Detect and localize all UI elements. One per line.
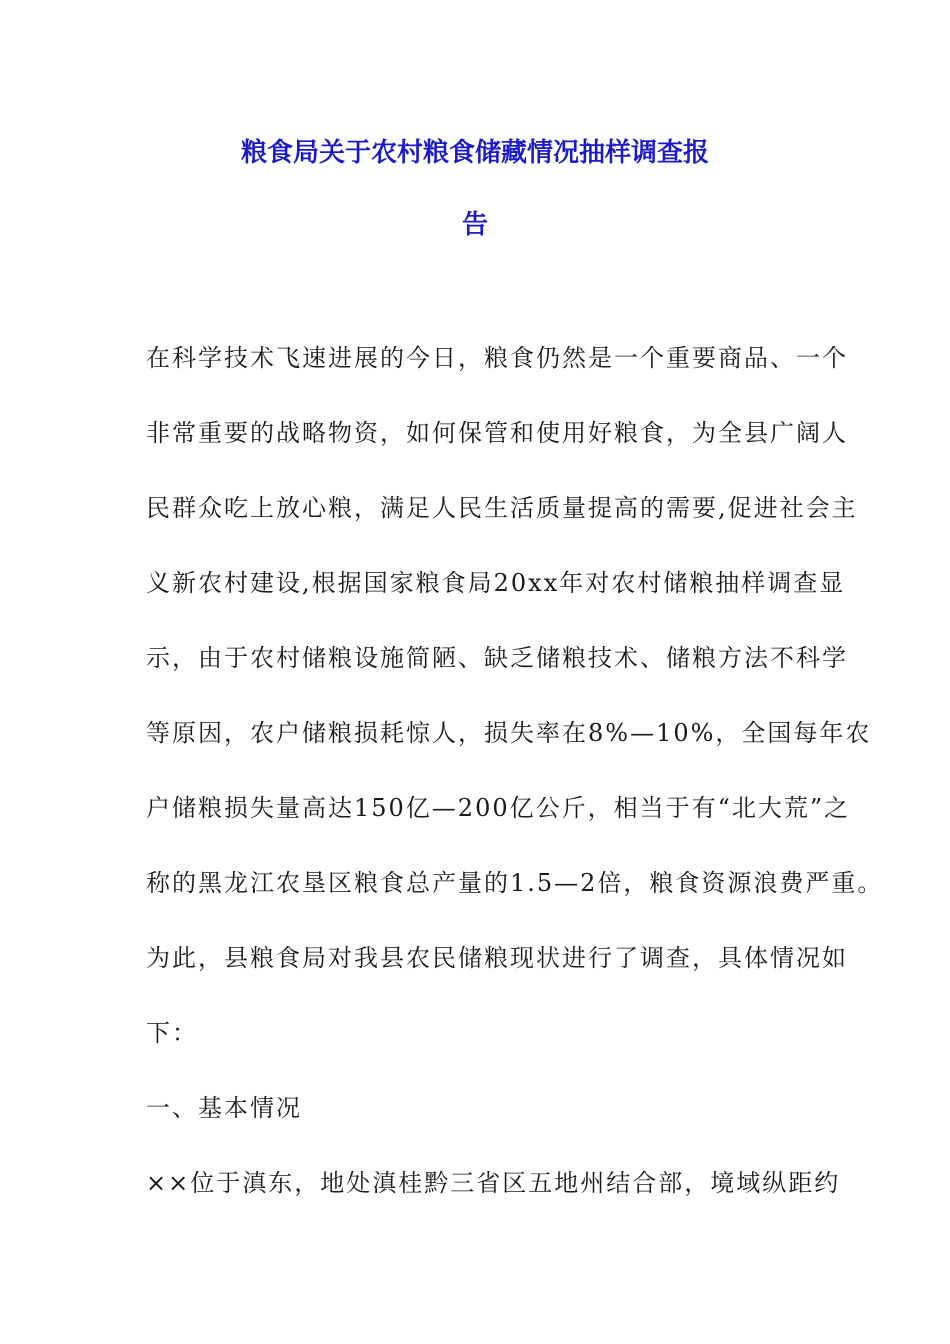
body-line-9: 为此，县粮食局对我县农民储粮现状进行了调查，具体情况如 — [146, 944, 848, 972]
body-line-3: 民群众吃上放心粮，满足人民生活质量提高的需要,促进社会主 — [146, 494, 858, 522]
body-line-8: 称的黑龙江农垦区粮食总产量的1.5—2倍，粮食资源浪费严重。 — [146, 869, 884, 897]
body-line-10: 下： — [146, 1019, 198, 1047]
body-line-5: 示，由于农村储粮设施简陋、缺乏储粮技术、储粮方法不科学 — [146, 644, 848, 672]
body-line-4: 义新农村建设,根据国家粮食局20xx年对农村储粮抽样调查显 — [146, 569, 846, 597]
document-title-line-1: 粮食局关于农村粮食储藏情况抽样调查报 — [240, 138, 709, 168]
body-line-12: ××位于滇东，地处滇桂黔三省区五地州结合部，境域纵距约 — [146, 1169, 841, 1197]
body-line-6: 等原因，农户储粮损耗惊人，损失率在8%—10%，全国每年农 — [146, 719, 872, 747]
body-line-1: 在科学技术飞速进展的今日，粮食仍然是一个重要商品、一个 — [146, 344, 848, 372]
document-title-line-2: 告 — [461, 210, 488, 240]
body-line-2: 非常重要的战略物资，如何保管和使用好粮食，为全县广阔人 — [146, 419, 848, 447]
body-line-7: 户储粮损失量高达150亿—200亿公斤，相当于有“北大荒”之 — [146, 794, 851, 822]
section-heading-basic-situation: 一、基本情况 — [146, 1094, 302, 1122]
